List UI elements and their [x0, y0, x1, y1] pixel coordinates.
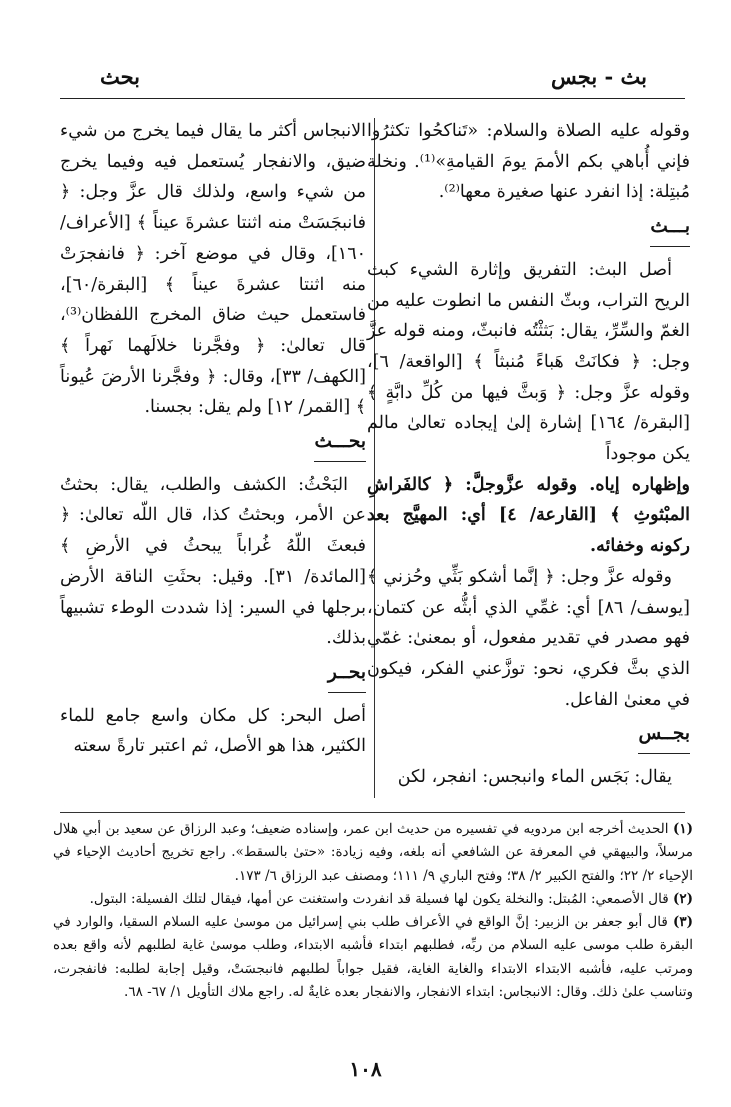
footnote-text: قال الأصمعي: المُبتل: والنخلة يكون لها فسيلة قد انفردت واستغنت عن أمها، فيقال لتلك الفسيلة: البتول. [89, 890, 669, 907]
entry-heading-bajas: بجــس [638, 719, 690, 754]
paragraph: البَحْثُ: الكشف والطلب، يقال: بحثتُ عن الأمر، وبحثتُ كذا، قال اللّه تعالىٰ: ﴿ فبعثَ اللّهُ غُراباً يبحثُ في الأرضِ ﴾ [المائدة/ ٣١]. وقيل: بحثَتِ الناقة الأرض برجلها في السير: إذا شددت الوطء تشبيهاً بذلك. [60, 474, 366, 649]
paragraph: وإظهاره إياه. وقوله عزَّوجلَّ: ﴿ كالفَراشِ المبْثوثِ ﴾ [القارعة/ ٤] أي: المهيَّج بعد ركونه وخفائه. [367, 474, 690, 557]
page-number: ١٠٨ [349, 1057, 382, 1081]
footnote-text: الحديث أخرجه ابن مردويه في تفسيره من حديث ابن عمر، وإسناده ضعيف؛ وعبد الرزاق عن سعيد بن أبي هلال مرسلاً، والبيهقي في المعرفة عن الشافعي أنه بلغه، وفيه زيادة: «حتىٰ بالسقط». راجع تخريج أحاديث الإحياء في الإحياء ٢/ ٢٢؛ والفتح الكبير ٢/ ٣٨؛ وفتح الباري ٩/ ١١١؛ ومصنف عبد الرزاق ٦/ ١٧٣. [53, 821, 693, 884]
footnote-text: قال أبو جعفر بن الزبير: إنَّ الواقع في الأعراف طلب بني إسرائيل من موسىٰ عليه السلام السقيا، والوارد في البقرة طلب موسى عليه السلام من ربِّه، فطلبهم ابتداء فأشبه الابتداء، وطلب موسىٰ غاية لطلبهم لأنه واقع بعده ومرتب عليه، فأشبه الابتداء الابتداء والغاية الغاية، فقيل جواباً لطلبهم فانبجسَتْ، وقيل إجابة لطلبه: فانفجرت، وتناسب علىٰ ذلك. وقال: الانبجاس: ابتداء الانفجار، والانفجار بعده غايةٌ له. راجع ملاك التأويل ١/ ٦٧- ٦٨. [53, 914, 693, 1001]
running-head-right: بث - بجس [551, 64, 647, 89]
entry-heading-bahr: بحــر [328, 658, 366, 693]
paragraph: وقوله عليه الصلاة والسلام: «تَناكحُوا تكثرُوا فإني أُباهي بكم الأممَ يومَ القيامةِ»⁽¹⁾. ونخلة مُبتِلة: إذا انفرد عنها صغيرة معها⁽²⁾. [367, 121, 691, 203]
footnote [53, 911, 693, 1004]
footnote-rule [60, 812, 685, 813]
footnote [53, 818, 693, 888]
paragraph: الانبجاس أكثر ما يقال فيما يخرج من شيء ضيق، والانفجار يُستعمل فيه وفيما يخرج من شيء واسع، ولذلك قال عزَّ وجل: ﴿ فانبجَسَتْ منه اثنتا عشرةَ عيناً ﴾ [الأعراف/ ١٦٠]، وقال في موضع آخر: ﴿ فانفجرَتْ منه اثنتا عشرةَ عيناً ﴾ [البقرة/٦٠]، فاستعمل حيث ضاق المخرج اللفظان⁽³⁾، قال تعالىٰ: ﴿ وفجَّرنا خلالَهما نَهراً ﴾ [الكهف/ ٣٣]، وقال: ﴿ وفجَّرنا الأرضَ عُيوناً ﴾ [القمر/ ١٢] ولم يقل: بجسنا. [60, 121, 366, 418]
paragraph: يقال: بَجَس الماء وانبجس: انفجر، لكن [397, 767, 672, 788]
paragraph: أصل البحر: كل مكان واسع جامع للماء الكثير، هذا هو الأصل، ثم اعتبر تارةً سعته [60, 705, 366, 757]
header-rule [60, 98, 685, 99]
entry-heading-bahth: بحـــث [314, 427, 366, 462]
paragraph: وقوله عزَّ وجل: ﴿ إنَّما أشكو بَثِّي وحُزني ﴾ [يوسف/ ٨٦] أي: غمِّي الذي أبثُّه عن كتمان، فهو مصدر في تقدير مفعول، أو بمعنىٰ: غمّي الذي بثَّ فكري، نحو: توزَّعني الفكر، فيكون في معنىٰ الفاعل. [367, 566, 691, 710]
paragraph: أصل البث: التفريق وإثارة الشيء كبث الريح التراب، وبثّ النفس ما انطوت عليه من الغمّ والسِّرِّ، يقال: بَثثْتُه فانبثّ، ومنه قوله عزَّ وجل: ﴿ فكانَتْ هَباءً مُنبثاً ﴾ [الواقعة/ ٦]، وقوله عزَّ وجل: ﴿ وَبثَّ فيها من كُلِّ دابَّةٍ ﴾ [البقرة/ ١٦٤] إشارة إلىٰ إيجاده تعالىٰ مالم يكن موجوداً [367, 259, 690, 465]
footnotes [53, 818, 693, 1004]
running-head-left: بحث [100, 64, 141, 89]
footnote-number: (٣) [672, 914, 693, 931]
footnote-number: (٢) [672, 890, 693, 907]
right-column [367, 116, 690, 793]
entry-heading-bath: بـــث [650, 212, 690, 247]
left-column [60, 116, 366, 762]
footnote-number: (١) [672, 821, 693, 837]
footnote [53, 888, 693, 911]
